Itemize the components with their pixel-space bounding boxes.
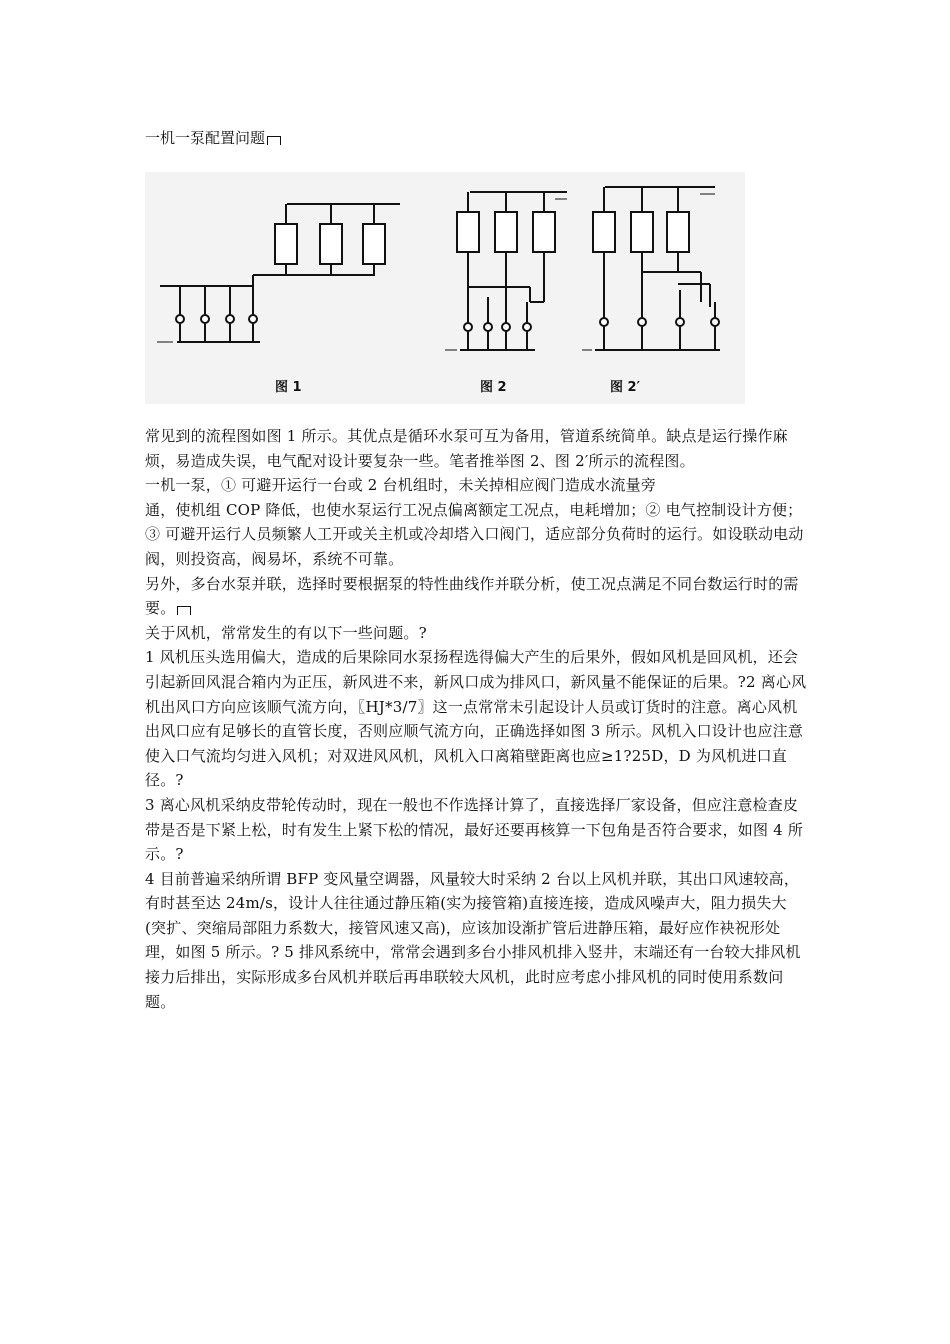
bracket-mark bbox=[267, 136, 281, 145]
pump-flow-diagram bbox=[145, 172, 745, 404]
figure2prime-label: 图 2′ bbox=[610, 380, 640, 395]
paragraph bbox=[145, 572, 807, 621]
paragraph: 通，使机组 COP 降低，也使水泵运行工况点偏离额定工况点，电耗增加；② 电气控制设计方便；③ 可避开运行人员频繁人工开或关主机或冷却塔入口阀门，适应部分负荷时的运行。如设联动电动阀，则投资高，阀易坏，系统不可靠。 bbox=[145, 500, 804, 568]
paragraph: 3 离心风机采纳皮带轮传动时，现在一般也不作选择计算了，直接选择厂家设备，但应注意检查皮带是否是下紧上松，时有发生上紧下松的情况，最好还要再核算一下包角是否符合要求，如图 4 所示。? bbox=[145, 795, 804, 864]
paragraph: 关于风机，常常发生的有以下一些问题。? bbox=[145, 623, 427, 642]
paragraph: 一机一泵，① 可避开运行一台或 2 台机组时，未关掉相应阀门造成水流量旁 bbox=[145, 476, 657, 495]
section-heading bbox=[145, 127, 281, 149]
paragraph-text: 另外，多台水泵并联，选择时要根据泵的特性曲线作并联分析，使工况点满足不同台数运行时的需要。 bbox=[145, 574, 799, 618]
pump-flow-diagram-figure bbox=[145, 172, 745, 404]
paragraph: 4 目前普遍采纳所谓 BFP 变风量空调器，风量较大时采纳 2 台以上风机并联，其出口风速较高，有时甚至达 24m/s，设计人往往通过静压箱(实为接管箱)直接连接，造成风噪声大，阻力损失大(突扩、突缩局部阻力系数大，接管风速又高)，应该加设渐扩管后进静压箱，最好应作袂祝形处理，如图 5 所示。? 5 排风系统中，常常会遇到多台小排风机排入竖井，末端还有一台较大排风机接力后排出，实际形成多台风机并联后再串联较大风机，此时应考虑小排风机的同时使用系数问题。 bbox=[145, 869, 801, 1011]
heading-text: 一机一泵配置问题 bbox=[145, 129, 266, 147]
paragraph: 常见到的流程图如图 1 所示。其优点是循环水泵可互为备用，管道系统简单。缺点是运行操作麻烦，易造成失误，电气配对设计要复杂一些。笔者推举图 2、图 2′所示的流程图。 bbox=[145, 427, 788, 470]
article-body bbox=[145, 424, 807, 1014]
figure1-label: 图 1 bbox=[275, 380, 302, 395]
paragraph: 1 风机压头选用偏大，造成的后果除同水泵扬程选得偏大产生的后果外，假如风机是回风机，还会引起新回风混合箱内为正压，新风进不来，新风口成为排风口，新风量不能保证的后果。?2 离心风机出风口方向应该顺气流方向，〖HJ*3/7〗这一点常常未引起设计人员或订货时的注意。离心风机出风口应有足够长的直管长度，否则应顺气流方向，正确选择如图 3 所示。风机入口设计也应注意使入口气流均匀进入风机；对双进风风机，风机入口离箱壁距离也应≥1?25D，D 为风机进口直径。? bbox=[145, 648, 807, 790]
bracket-mark bbox=[177, 606, 191, 615]
figure2-label: 图 2 bbox=[480, 380, 507, 395]
